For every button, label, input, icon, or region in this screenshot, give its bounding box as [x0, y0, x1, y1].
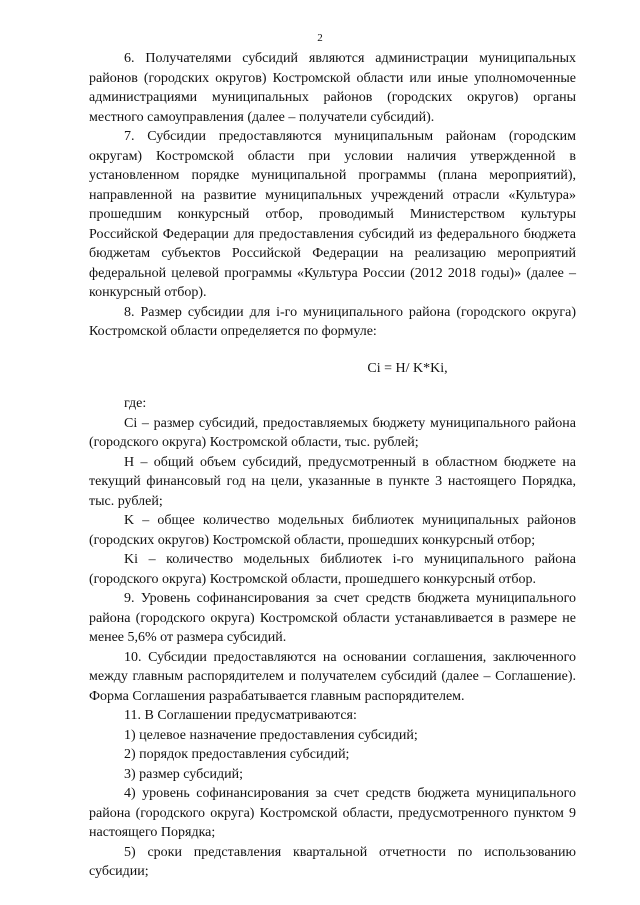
- subsidy-formula: Ci = H/ K*Ki,: [367, 360, 448, 376]
- list-item-3: 3) размер субсидий;: [124, 766, 243, 782]
- paragraph-9-cofinancing: 9. Уровень софинансирования за счет средств бюджета муниципального района (городского округа) Костромской области устанавливается в размере не менее 5,6% от размера субсидий.: [89, 591, 576, 645]
- paragraph-6-recipients: 6. Получателями субсидий являются администрации муниципальных районов (городских округов) Костромской области или иные уполномоченные администрациями муниципальных районов (городских округов) органы местного самоуправления (далее – получатели субсидий).: [89, 51, 576, 125]
- paragraph-11-agreement-terms: 11. В Соглашении предусматриваются:: [124, 708, 357, 723]
- definition-h: H – общий объем субсидий, предусмотренный в областном бюджете на текущий финансовый год на цели, указанные в пункте 3 настоящего Порядка, тыс. рублей;: [89, 454, 576, 509]
- list-item-5: 5) сроки представления квартальной отчетности по использованию субсидии;: [89, 844, 576, 879]
- paragraph-8-amount: 8. Размер субсидии для i-го муниципального района (городского округа) Костромской области определяется по формуле:: [89, 304, 576, 339]
- list-item-1: 1) целевое назначение предоставления субсидий;: [124, 727, 418, 743]
- definition-k: K – общее количество модельных библиотек муниципальных районов (городских округов) Костромской области, прошедших конкурсный отбор;: [89, 513, 576, 548]
- page-number: 2: [317, 32, 323, 44]
- paragraph-7-conditions: 7. Субсидии предоставляются муниципальным районам (городским округам) Костромской области при условии наличия утвержденной в установленном порядке муниципальной программы (плана мероприятий), направленной на развитие муниципальных учреждений отрасли «Культура» прошедшим конкурсный отбор, проводимый Министерством культуры Российской Федерации для предоставления субсидий из федерального бюджета бюджетам субъектов Российской Федерации на реализацию мероприятий федеральной целевой программы «Культура России (2012 2018 годы)» (далее – конкурсный отбор).: [89, 129, 576, 300]
- formula-where-label: где:: [124, 396, 147, 411]
- list-item-4: 4) уровень софинансирования за счет средств бюджета муниципального района (городского округа) Костромской области, предусмотренного пунктом 9 настоящего Порядка;: [89, 786, 576, 840]
- list-item-2: 2) порядок предоставления субсидий;: [124, 747, 350, 762]
- definition-ki: Ki – количество модельных библиотек i-го муниципального района (городского округа) Костромской области, прошедшего конкурсный отбор.: [89, 552, 576, 587]
- definition-ci: Ci – размер субсидий, предоставляемых бюджету муниципального района (городского округа) Костромской области, тыс. рублей;: [89, 415, 576, 450]
- document-body: [89, 49, 576, 882]
- paragraph-10-agreement: 10. Субсидии предоставляются на основании соглашения, заключенного между главным распорядителем и получателем субсидий (далее – Соглашение). Форма Соглашения разрабатывается главным распорядителем.: [89, 649, 576, 704]
